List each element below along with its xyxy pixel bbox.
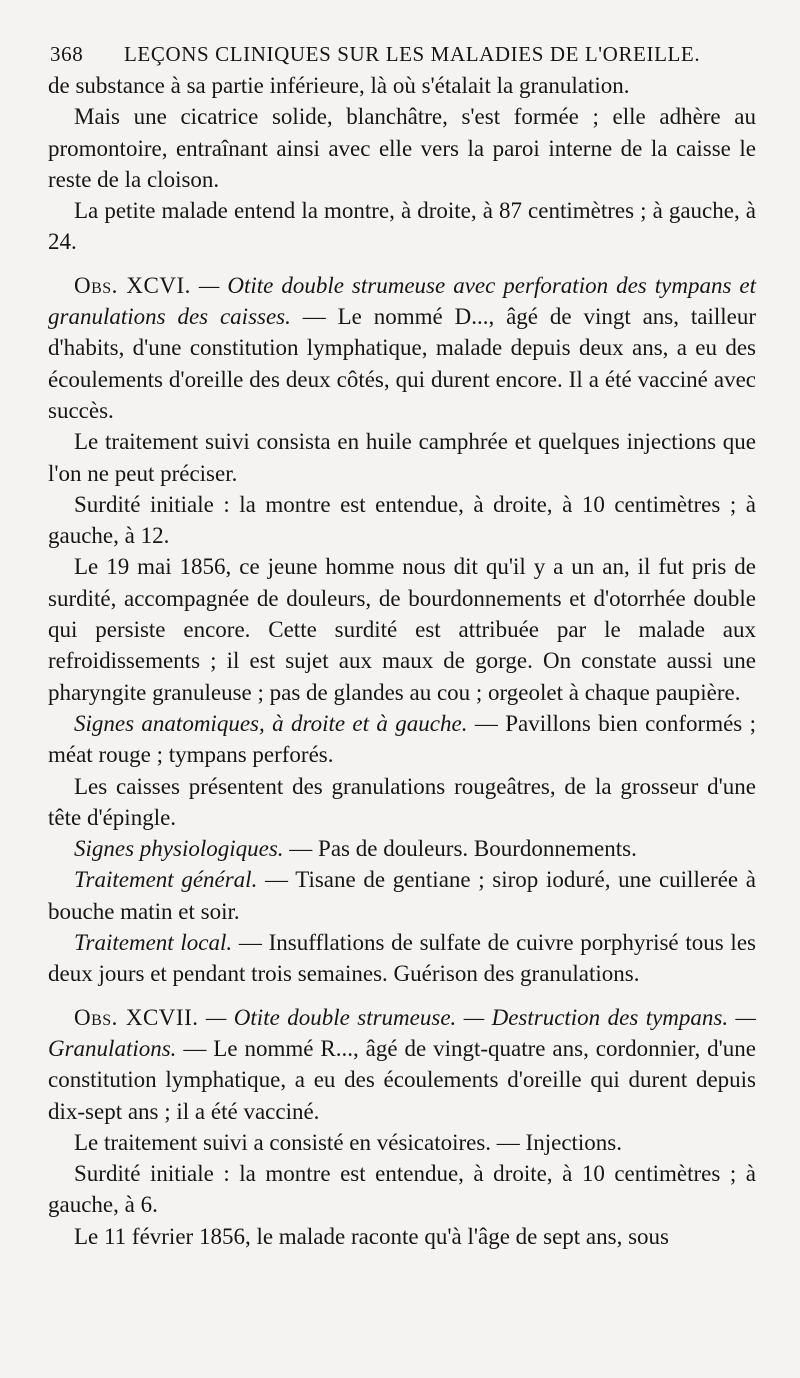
observation-97 (48, 1002, 756, 1252)
paragraph-audition: La petite malade entend la montre, à droite, à 87 centimètres ; à gauche, à 24. (48, 198, 756, 255)
obs96-signes-anatomiques (48, 708, 756, 771)
obs96-trait-loc-label: Traitement local. (74, 930, 233, 956)
obs96-traitement-local (48, 927, 756, 990)
obs97-surdite: Surdité initiale : la montre est entendue, à droite, à 10 centimètres ; à gauche, à 6. (48, 1161, 756, 1218)
obs96-trait-gen-text: — Tisane de gentiane ; sirop ioduré, une cuillerée à bouche matin et soir. (48, 867, 756, 924)
obs97-intro-paragraph (48, 1002, 756, 1127)
observation-96 (48, 270, 756, 990)
page-number: 368 (50, 42, 84, 66)
obs96-surdite: Surdité initiale : la montre est entendue, à droite, à 10 centimètres ; à gauche, à 12. (48, 491, 756, 549)
page-header (48, 34, 756, 70)
obs96-signes-physiologiques (48, 833, 756, 864)
obs97-title: — Otite double strumeuse. — Destruction des tympans. — Granulations. (48, 1004, 756, 1061)
running-title: LEÇONS CLINIQUES SUR LES MALADIES DE L'OREILLE. (124, 42, 701, 66)
obs96-signes-phys-label: Signes physiologiques. (74, 836, 284, 862)
obs96-trait-loc-text: — Insufflations de sulfate de cuivre porphyrisé tous les deux jours et pendant trois semaines. Guérison des granulations. (48, 930, 756, 987)
obs96-treatment: Le traitement suivi consista en huile camphrée et quelques injections que l'on ne peut préciser. (48, 429, 756, 486)
obs96-signes-anat-text: — Pavillons bien conformés ; méat rouge ; tympans perforés. (48, 710, 757, 768)
obs96-traitement-general (48, 864, 756, 927)
obs96-intro-paragraph (48, 270, 756, 426)
obs96-signes-anat-label: Signes anatomiques, à droite et à gauche. (74, 710, 468, 736)
obs96-label: Obs. XCVI. (74, 272, 191, 298)
obs97-treatment: Le traitement suivi a consisté en vésicatoires. — Injections. (74, 1129, 623, 1155)
paragraph-continuation: de substance à sa partie inférieure, là où s'étalait la granulation. (48, 73, 630, 98)
obs96-signes-phys-text: — Pas de douleurs. Bourdonnements. (283, 836, 637, 862)
obs96-caisses: Les caisses présentent des granulations rougeâtres, de la grosseur d'une tête d'épingle. (48, 773, 756, 830)
obs96-trait-gen-label: Traitement général. (74, 867, 258, 893)
paragraph-cicatrice: Mais une cicatrice solide, blanchâtre, s'est formée ; elle adhère au promontoire, entraînant ainsi avec elle vers la paroi interne de la caisse le reste de la cloison. (48, 104, 756, 192)
obs96-history: Le 19 mai 1856, ce jeune homme nous dit qu'il y a un an, il fut pris de surdité, accompagnée de douleurs, de bourdonnements et d'otorrhée double qui persiste encore. Cette surdité est attribuée par le malade aux refroidissements ; il est sujet aux maux de gorge. On constate aussi une pharyngite granuleuse ; pas de glandes au cou ; orgeolet à chaque paupière. (48, 554, 756, 705)
obs96-title: — Otite double strumeuse avec perforation des tympans et granulations des caisses. (48, 272, 756, 330)
obs97-label: Obs. XCVII. (74, 1004, 199, 1030)
obs97-history-start: Le 11 février 1856, le malade raconte qu'à l'âge de sept ans, sous (74, 1223, 669, 1249)
obs97-intro: — Le nommé R..., âgé de vingt-quatre ans, cordonnier, d'une constitution lymphatique, a eu des écoulements d'oreille qui durent depuis dix-sept ans ; il a été vacciné. (48, 1035, 756, 1124)
obs96-intro: — Le nommé D..., âgé de vingt ans, tailleur d'habits, d'une constitution lymphatique, malade depuis deux ans, a eu des écoulements d'oreille des deux côtés, qui durent encore. Il a été vacciné avec succès. (48, 304, 757, 423)
